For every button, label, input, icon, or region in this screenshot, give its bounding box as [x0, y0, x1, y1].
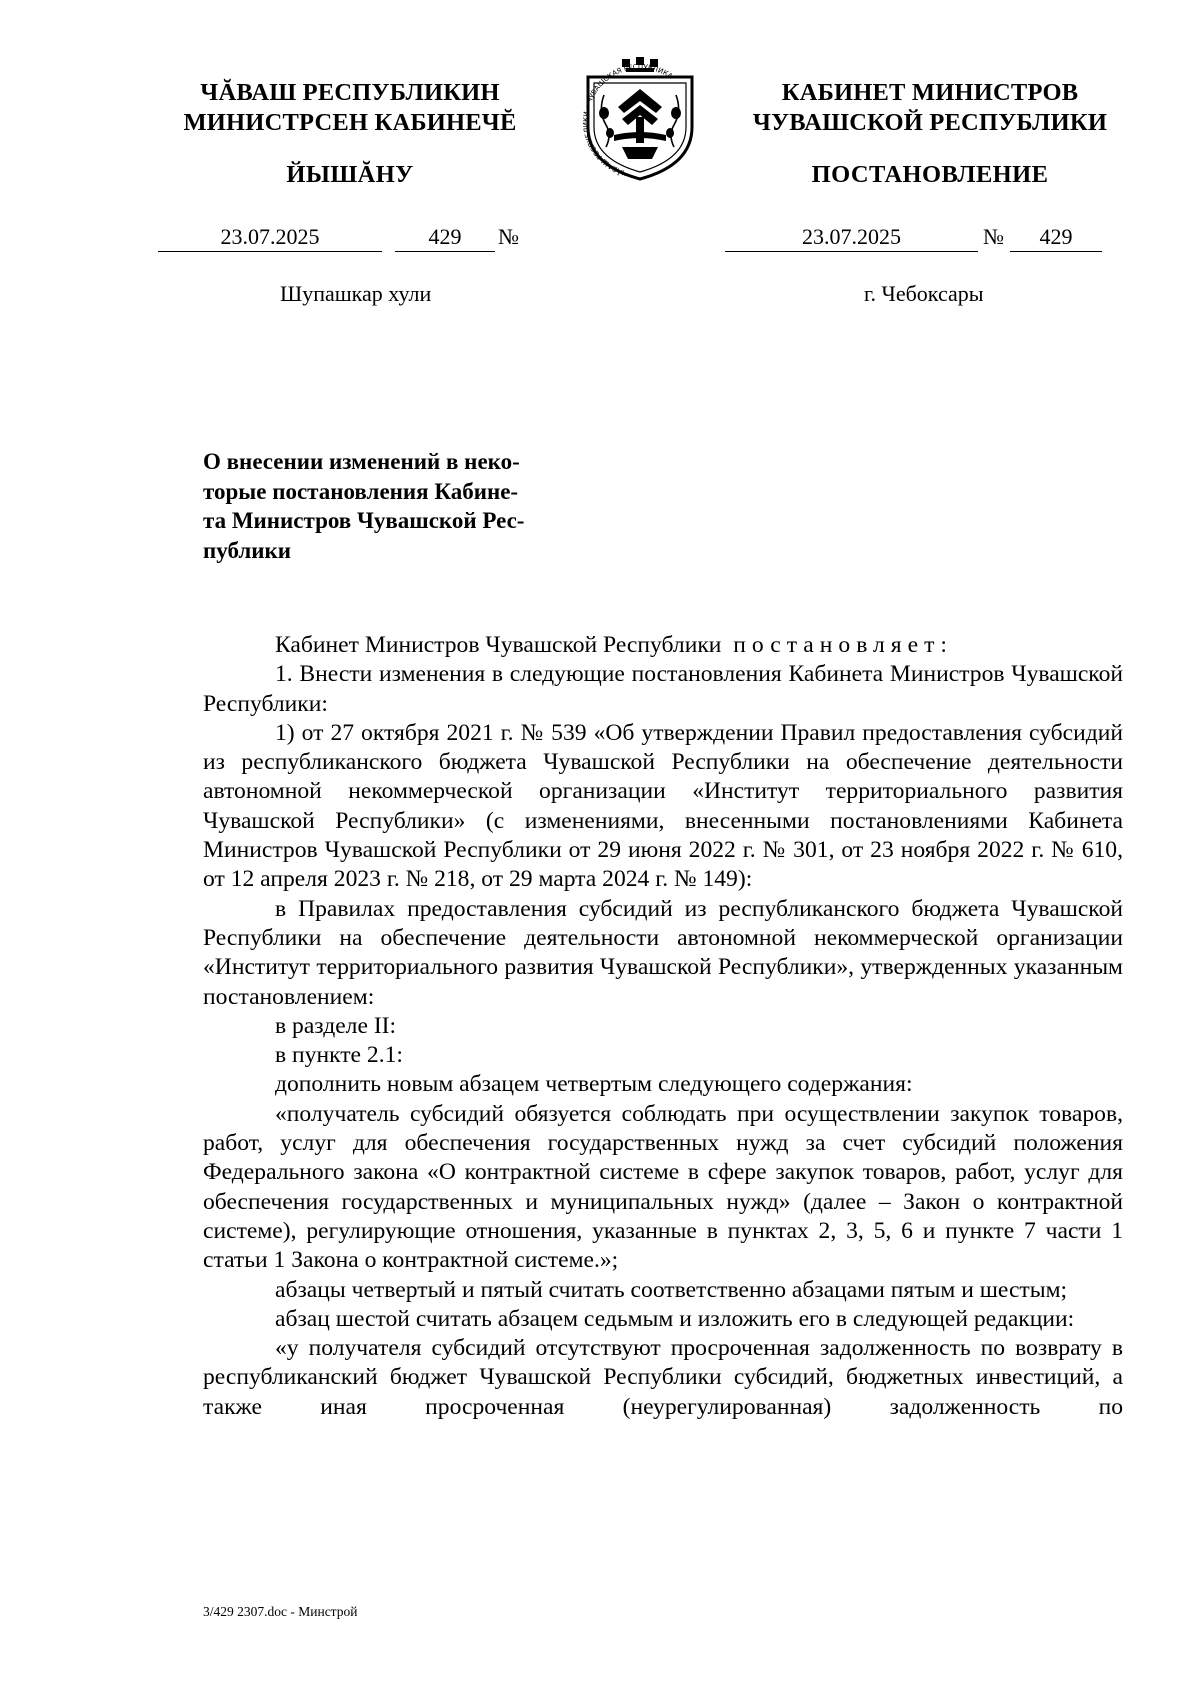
right-date-underline: [725, 251, 978, 252]
body-intro-verb: постановляет:: [733, 632, 953, 658]
document-subject: [203, 447, 593, 565]
body-paragraph: «у получателя субсидий отсутствуют просроченная задолженность по возврату в республиканский бюджет Чувашской Республики субсидий, бюджетных инвестиций, а также иная просроченная (неурегулированная) задолженность по: [203, 1335, 1123, 1420]
left-org-title-line-2: МИНИСТРСЕН КАБИНЕЧĔ: [183, 109, 517, 136]
body-paragraph: в Правилах предоставления субсидий из республиканского бюджета Чувашской Республики на обеспечение деятельности автономной некоммерческой организации «Институт территориального развития Чувашской Республики», утвержденных указанным постановлением:: [203, 895, 1123, 1010]
subject-line-4: публики: [203, 537, 292, 563]
body-intro: [203, 631, 1123, 660]
body-paragraph: дополнить новым абзацем четвертым следующего содержания:: [275, 1071, 913, 1098]
right-city: г. Чебоксары: [864, 281, 984, 306]
left-org-title: [150, 78, 550, 138]
subject-line-3: та Министров Чувашской Рес-: [203, 508, 525, 533]
emblem-ring-text: ЧĂВАШ РЕСПУБЛИКИ • ЧУВАШСКАЯ РЕСПУБЛИКА: [582, 62, 674, 178]
right-number-sign: №: [983, 224, 1004, 249]
chuvash-emblem-icon: [570, 55, 710, 183]
right-org-title: [725, 78, 1135, 138]
left-number-sign: №: [498, 224, 519, 249]
footer-file-reference: 3/429 2307.doc - Минстрой: [203, 1604, 358, 1619]
left-city: Шупашкар хули: [280, 281, 432, 306]
body-paragraph: абзацы четвертый и пятый считать соответственно абзацами пятым и шестым;: [275, 1276, 1068, 1303]
body-intro-text: Кабинет Министров Чувашской Республики: [275, 632, 722, 658]
left-doc-type: ЙЫШĂНУ: [286, 161, 414, 188]
right-org-title-line-1: КАБИНЕТ МИНИСТРОВ: [781, 79, 1079, 106]
right-date: 23.07.2025: [802, 224, 901, 249]
body-paragraph: 1. Внести изменения в следующие постановления Кабинета Министров Чувашской Республики:: [203, 661, 1123, 717]
right-number: 429: [1039, 224, 1073, 249]
body-paragraph: в пункте 2.1:: [275, 1042, 403, 1069]
subject-line-2: торые постановления Кабине-: [203, 478, 519, 504]
right-org-title-line-2: ЧУВАШСКОЙ РЕСПУБЛИКИ: [752, 109, 1108, 136]
right-doc-type: ПОСТАНОВЛЕНИЕ: [811, 161, 1049, 188]
body-paragraph: 1) от 27 октября 2021 г. № 539 «Об утверждении Правил предоставления субсидий из республиканского бюджета Чувашской Республики на обеспечение деятельности автономной некоммерческой организации «Институт территориального развития Чувашской Республики» (с изменениями, внесенными постановлениями Кабинета Министров Чувашской Республики от 29 июня 2022 г. № 301, от 23 ноября 2022 г. № 610, от 12 апреля 2023 г. № 218, от 29 марта 2024 г. № 149):: [203, 719, 1123, 893]
subject-line-1: О внесении изменений в неко-: [203, 449, 520, 474]
left-date-underline: [158, 251, 382, 252]
left-org-title-line-1: ЧĂВАШ РЕСПУБЛИКИН: [200, 79, 500, 106]
body-paragraph: «получатель субсидий обязуется соблюдать при осуществлении закупок товаров, работ, услуг для обеспечения государственных нужд за счет субсидий положения Федерального закона «О контрактной системе в сфере закупок товаров, работ, услуг для обеспечения государственных и муниципальных нужд» (далее – Закон о контрактной системе), регулирующие отношения, указанные в пунктах 2, 3, 5, 6 и пункте 7 части 1 статьи 1 Закона о контрактной системе.»;: [203, 1100, 1123, 1274]
document-body: [203, 631, 1123, 1422]
left-number: 429: [428, 224, 462, 249]
body-paragraph: абзац шестой считать абзацем седьмым и изложить его в следующей редакции:: [275, 1305, 1075, 1332]
left-date: 23.07.2025: [220, 224, 320, 249]
left-number-underline: [395, 251, 495, 252]
body-paragraph: в разделе II:: [275, 1012, 397, 1039]
right-number-underline: [1010, 251, 1102, 252]
